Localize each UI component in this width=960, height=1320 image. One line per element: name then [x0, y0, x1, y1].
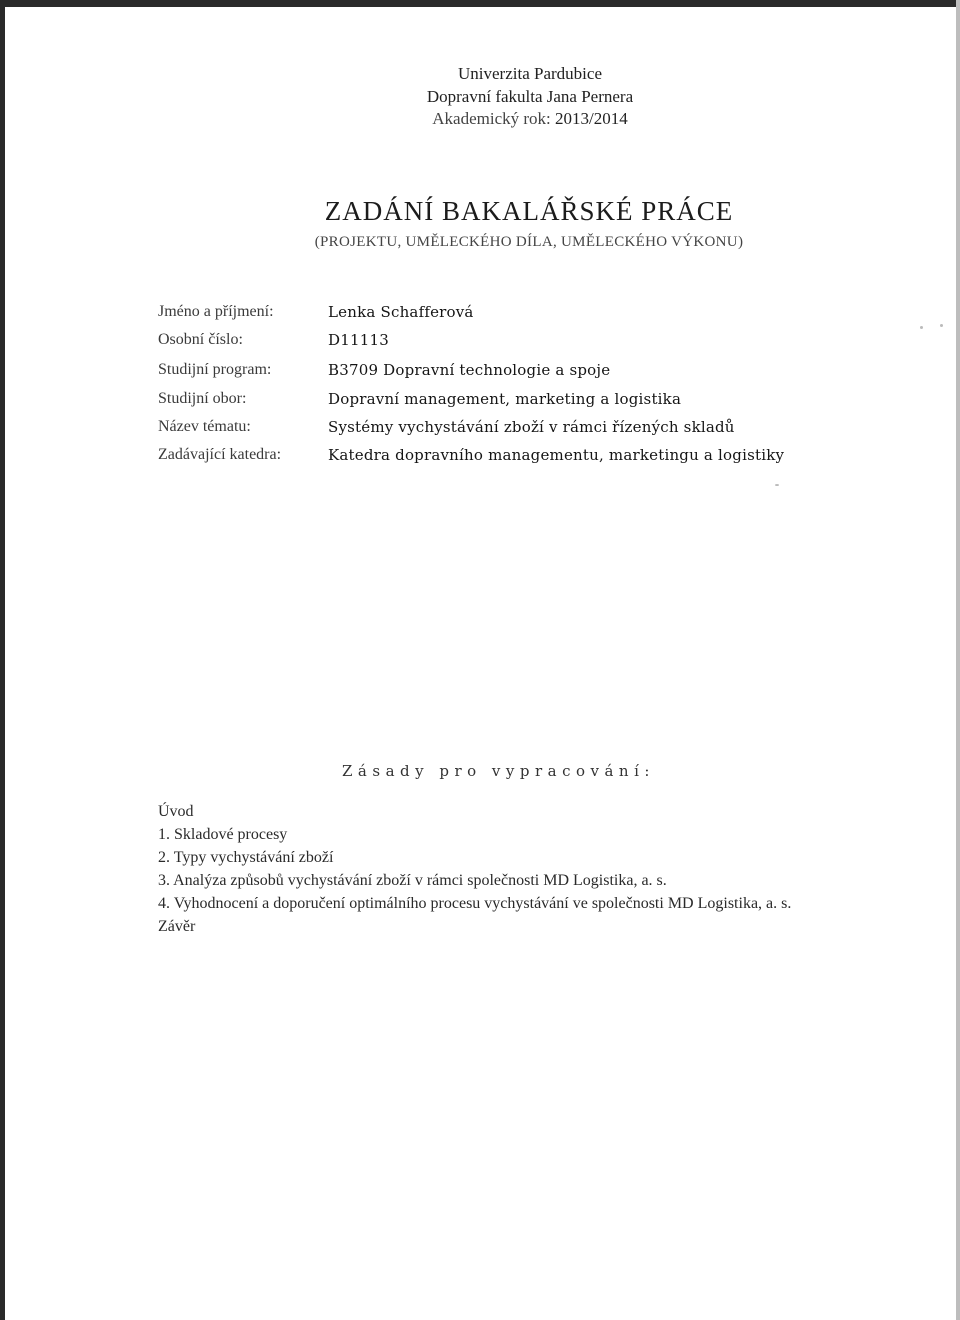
- document-title: ZADÁNÍ BAKALÁŘSKÉ PRÁCE: [324, 196, 734, 226]
- department-value: Katedra dopravního managementu, marketingu a logistiky: [328, 446, 785, 464]
- name-label: Jméno a příjmení:: [158, 303, 274, 320]
- academic-year-value: 2013/2014: [555, 109, 628, 128]
- info-row-topic: [158, 418, 918, 442]
- principles-heading: Zásady pro vypracování:: [342, 762, 655, 780]
- field-label: Studijní obor:: [158, 390, 247, 407]
- outline-item: 3. Analýza způsobů vychystávání zboží v rámci společnosti MD Logistika, a. s.: [158, 872, 667, 889]
- info-row-id: [158, 331, 918, 355]
- scan-speck: [920, 326, 923, 329]
- document-subtitle: (PROJEKTU, UMĚLECKÉHO DÍLA, UMĚLECKÉHO VÝKONU): [314, 234, 744, 250]
- academic-year: [0, 109, 960, 129]
- info-row-program: [158, 361, 918, 385]
- outline-item: 4. Vyhodnocení a doporučení optimálního procesu vychystávání ve společnosti MD Logistika, a. s.: [158, 895, 792, 912]
- info-row-name: [158, 303, 918, 327]
- program-value: B3709 Dopravní technologie a spoje: [328, 361, 611, 379]
- scan-speck: [775, 484, 779, 486]
- topic-label: Název tématu:: [158, 418, 251, 435]
- outline-intro: Úvod: [158, 803, 194, 820]
- university-name: Univerzita Pardubice: [458, 64, 602, 83]
- outline-item: 2. Typy vychystávání zboží: [158, 849, 334, 866]
- principles-outline: [158, 800, 838, 938]
- info-row-field: [158, 390, 918, 414]
- scan-speck: [940, 324, 943, 327]
- field-value: Dopravní management, marketing a logistika: [328, 390, 682, 408]
- outline-conclusion: Závěr: [158, 918, 196, 935]
- info-row-department: [158, 446, 918, 470]
- faculty-name: Dopravní fakulta Jana Pernera: [426, 87, 634, 106]
- program-label: Studijní program:: [158, 361, 272, 378]
- topic-value: Systémy vychystávání zboží v rámci řízených skladů: [328, 418, 735, 436]
- academic-year-label: Akademický rok:: [432, 109, 551, 128]
- id-label: Osobní číslo:: [158, 331, 243, 348]
- name-value: Lenka Schafferová: [328, 303, 474, 321]
- id-value: D11113: [328, 331, 389, 349]
- department-label: Zadávající katedra:: [158, 446, 282, 463]
- outline-item: 1. Skladové procesy: [158, 826, 288, 843]
